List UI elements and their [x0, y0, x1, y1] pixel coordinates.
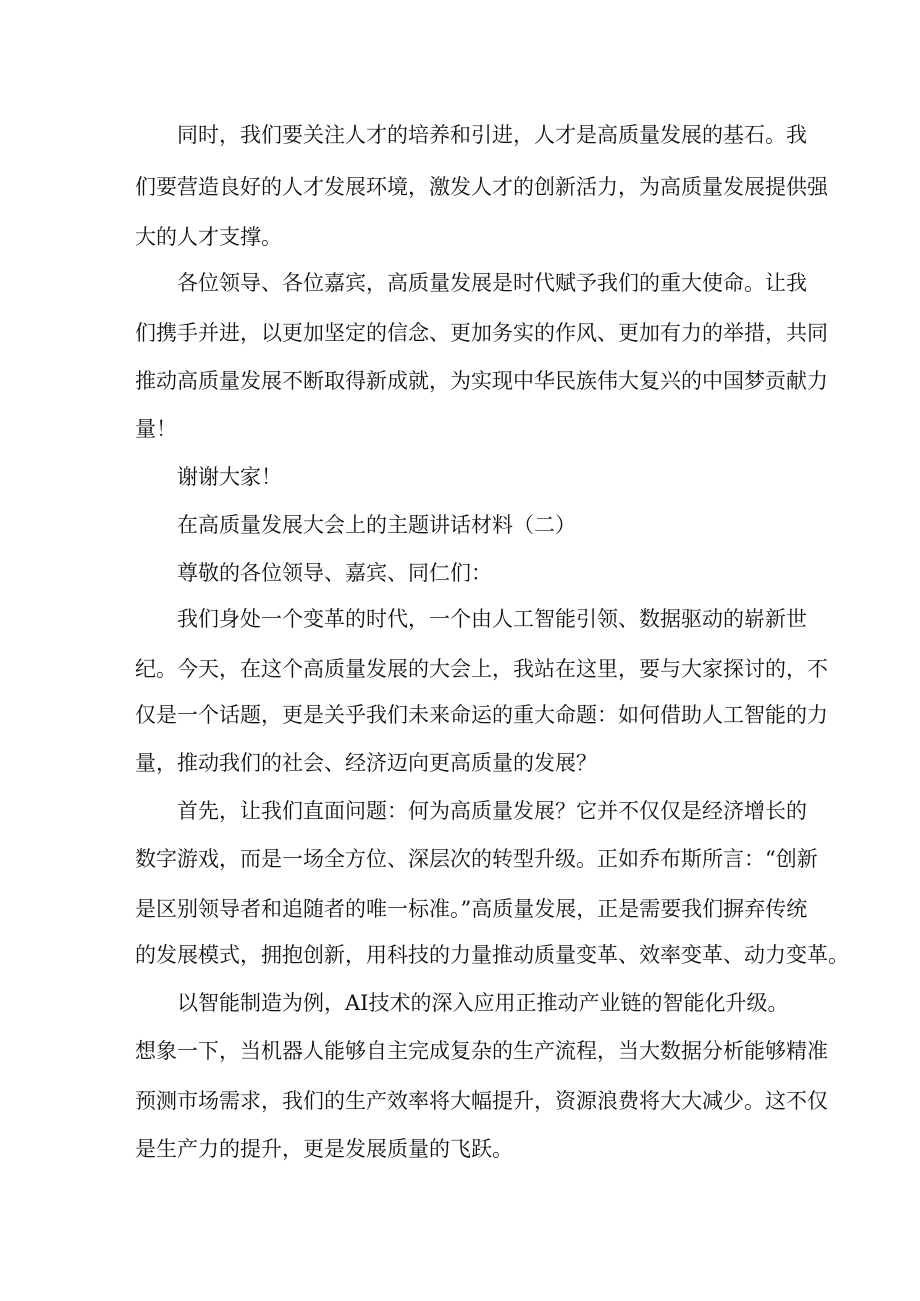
- text-line: 同时，我们要关注人才的培养和引进，人才是高质量发展的基石。我: [177, 123, 807, 147]
- text-line: 量，推动我们的社会、经济迈向更高质量的发展？: [135, 751, 597, 775]
- text-line: 各位领导、各位嘉宾，高质量发展是时代赋予我们的重大使命。让我: [177, 271, 807, 295]
- text-line: 是生产力的提升，更是发展质量的飞跃。: [135, 1137, 513, 1161]
- text-line: 们要营造良好的人才发展环境，激发人才的创新活力，为高质量发展提供强: [135, 175, 828, 199]
- text-line: 们携手并进，以更加坚定的信念、更加务实的作风、更加有力的举措，共同: [135, 321, 828, 345]
- salutation: 尊敬的各位领导、嘉宾、同仁们：: [177, 561, 492, 585]
- text-line: 是区别领导者和追随者的唯一标准。”高质量发展，正是需要我们摒弃传统: [135, 897, 808, 921]
- text-line: 谢谢大家！: [177, 465, 282, 489]
- text-line: 的发展模式，拥抱创新，用科技的力量推动质量变革、效率变革、动力变革。: [135, 943, 849, 967]
- text-line: 想象一下，当机器人能够自主完成复杂的生产流程，当大数据分析能够精准: [135, 1039, 828, 1063]
- section-title: 在高质量发展大会上的主题讲话材料（二）: [177, 513, 576, 537]
- text-line: 预测市场需求，我们的生产效率将大幅提升，资源浪费将大大减少。这不仅: [135, 1089, 828, 1113]
- text-line: 首先，让我们直面问题：何为高质量发展？它并不仅仅是经济增长的: [177, 799, 807, 823]
- text-line: 数字游戏，而是一场全方位、深层次的转型升级。正如乔布斯所言：“创新: [135, 847, 818, 871]
- text-line: 纪。今天，在这个高质量发展的大会上，我站在这里，要与大家探讨的，不: [135, 657, 828, 681]
- text-line: 量！: [135, 417, 177, 441]
- text-line: 仅是一个话题，更是关乎我们未来命运的重大命题：如何借助人工智能的力: [135, 703, 828, 727]
- text-line: 大的人才支撑。: [135, 225, 282, 249]
- text-line: 我们身处一个变革的时代，一个由人工智能引领、数据驱动的崭新世: [177, 607, 807, 631]
- text-line: 推动高质量发展不断取得新成就，为实现中华民族伟大复兴的中国梦贡献力: [135, 369, 828, 393]
- text-line: 以智能制造为例，AI技术的深入应用正推动产业链的智能化升级。: [177, 991, 789, 1015]
